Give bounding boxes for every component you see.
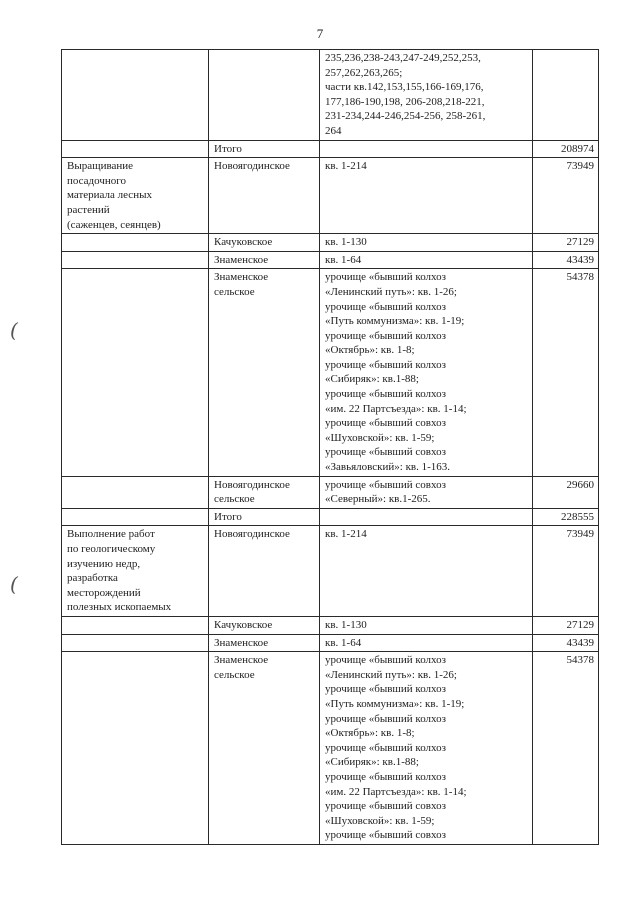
- locality-line: Знаменское: [214, 636, 269, 649]
- activity-line: Выращивание: [67, 160, 134, 173]
- locality-line: сельское: [214, 285, 255, 298]
- activity-line: (саженцев, сеянцев): [67, 218, 161, 231]
- quarters-line: «Северный»: кв.1-265.: [325, 493, 431, 506]
- forest-use-table: [61, 49, 599, 845]
- area-cell: 54378: [533, 652, 599, 845]
- locality-line: Новоягодинское: [214, 478, 290, 491]
- area-cell: [533, 50, 599, 141]
- area-cell: 228555: [533, 508, 599, 526]
- quarters-line: «Октябрь»: кв. 1-8;: [325, 344, 415, 357]
- quarters-line: «Завьяловский»: кв. 1-163.: [325, 461, 451, 474]
- quarters-line: урочище «бывший совхоз: [325, 478, 446, 491]
- activity-line: полезных ископаемых: [67, 601, 172, 614]
- activity-line: месторождений: [67, 586, 141, 599]
- quarters-line: урочище «бывший колхоз: [325, 358, 446, 371]
- locality-cell: [209, 634, 320, 652]
- quarters-line: кв. 1-130: [325, 618, 367, 631]
- quarters-line: «Ленинский путь»: кв. 1-26;: [325, 668, 457, 681]
- table-row: [62, 269, 599, 476]
- quarters-cell: [320, 158, 533, 234]
- locality-cell: [209, 269, 320, 476]
- activity-cell: [62, 234, 209, 252]
- area-cell: 43439: [533, 634, 599, 652]
- activity-cell: [62, 616, 209, 634]
- locality-cell: [209, 158, 320, 234]
- quarters-cell: [320, 476, 533, 508]
- locality-line: Знаменское: [214, 253, 269, 266]
- quarters-line: «Шуховской»: кв. 1-59;: [325, 431, 435, 444]
- locality-line: Итого: [214, 142, 242, 155]
- table-row: [62, 508, 599, 526]
- quarters-cell: [320, 140, 533, 158]
- locality-cell: [209, 652, 320, 845]
- locality-cell: [209, 526, 320, 617]
- quarters-line: урочище «бывший совхоз: [325, 829, 446, 842]
- locality-cell: [209, 234, 320, 252]
- locality-line: Знаменское: [214, 271, 269, 284]
- activity-cell: [62, 158, 209, 234]
- table-row: [62, 140, 599, 158]
- activity-line: Выполнение работ: [67, 528, 155, 541]
- quarters-line: «им. 22 Партсъезда»: кв. 1-14;: [325, 402, 467, 415]
- quarters-line: кв. 1-214: [325, 160, 367, 173]
- quarters-line: урочище «бывший колхоз: [325, 388, 446, 401]
- area-cell: 27129: [533, 234, 599, 252]
- activity-cell: [62, 140, 209, 158]
- quarters-line: урочище «бывший совхоз: [325, 800, 446, 813]
- quarters-line: «Шуховской»: кв. 1-59;: [325, 814, 435, 827]
- activity-cell: [62, 269, 209, 476]
- quarters-line: кв. 1-214: [325, 528, 367, 541]
- quarters-line: «им. 22 Партсъезда»: кв. 1-14;: [325, 785, 467, 798]
- quarters-line: части кв.142,153,155,166-169,176,: [325, 81, 484, 94]
- quarters-cell: [320, 269, 533, 476]
- activity-line: посадочного: [67, 174, 127, 187]
- area-cell: 73949: [533, 526, 599, 617]
- locality-cell: [209, 476, 320, 508]
- table-body: [62, 50, 599, 845]
- table-row: [62, 158, 599, 234]
- quarters-line: урочище «бывший совхоз: [325, 446, 446, 459]
- activity-cell: [62, 251, 209, 269]
- quarters-line: урочище «бывший колхоз: [325, 770, 446, 783]
- locality-line: сельское: [214, 493, 255, 506]
- area-cell: 43439: [533, 251, 599, 269]
- quarters-line: 264: [325, 124, 342, 137]
- quarters-line: кв. 1-130: [325, 236, 367, 249]
- locality-cell: [209, 50, 320, 141]
- activity-line: материала лесных: [67, 189, 152, 202]
- quarters-line: кв. 1-64: [325, 636, 362, 649]
- activity-line: изучению недр,: [67, 557, 141, 570]
- quarters-cell: [320, 234, 533, 252]
- quarters-line: урочище «бывший колхоз: [325, 271, 446, 284]
- quarters-cell: [320, 616, 533, 634]
- quarters-line: урочище «бывший совхоз: [325, 417, 446, 430]
- quarters-cell: [320, 652, 533, 845]
- table-row: [62, 652, 599, 845]
- locality-line: Новоягодинское: [214, 528, 290, 541]
- quarters-line: 177,186-190,198, 206-208,218-221,: [325, 95, 485, 108]
- margin-bracket-mark: (: [10, 572, 18, 596]
- table-row: [62, 526, 599, 617]
- activity-cell: [62, 634, 209, 652]
- activity-line: растений: [67, 203, 110, 216]
- area-cell: 27129: [533, 616, 599, 634]
- locality-line: Качуковское: [214, 618, 273, 631]
- locality-cell: [209, 251, 320, 269]
- activity-cell: [62, 508, 209, 526]
- locality-line: Итого: [214, 510, 242, 523]
- quarters-cell: [320, 526, 533, 617]
- table-row: [62, 616, 599, 634]
- quarters-line: «Путь коммунизма»: кв. 1-19;: [325, 697, 465, 710]
- activity-line: по геологическому: [67, 543, 156, 555]
- area-cell: 29660: [533, 476, 599, 508]
- quarters-line: урочище «бывший колхоз: [325, 300, 446, 313]
- quarters-line: урочище «бывший колхоз: [325, 741, 446, 754]
- page-number: 7: [316, 26, 324, 41]
- quarters-line: 231-234,244-246,254-256, 258-261,: [325, 110, 486, 123]
- activity-cell: [62, 526, 209, 617]
- area-cell: 73949: [533, 158, 599, 234]
- quarters-line: «Сибиряк»: кв.1-88;: [325, 756, 419, 769]
- table-row: [62, 476, 599, 508]
- locality-cell: [209, 140, 320, 158]
- quarters-line: урочище «бывший колхоз: [325, 683, 446, 696]
- quarters-line: урочище «бывший колхоз: [325, 712, 446, 725]
- activity-cell: [62, 652, 209, 845]
- locality-cell: [209, 616, 320, 634]
- activity-cell: [62, 476, 209, 508]
- quarters-cell: [320, 50, 533, 141]
- table-row: [62, 234, 599, 252]
- activity-line: разработка: [67, 572, 118, 585]
- quarters-cell: [320, 508, 533, 526]
- quarters-cell: [320, 634, 533, 652]
- locality-line: Качуковское: [214, 236, 273, 249]
- quarters-line: 257,262,263,265;: [325, 66, 403, 79]
- quarters-line: 235,236,238-243,247-249,252,253,: [325, 52, 481, 64]
- locality-line: Новоягодинское: [214, 160, 290, 173]
- locality-line: Знаменское: [214, 654, 269, 667]
- quarters-line: «Ленинский путь»: кв. 1-26;: [325, 285, 457, 298]
- activity-cell: [62, 50, 209, 141]
- quarters-line: урочище «бывший колхоз: [325, 329, 446, 342]
- quarters-cell: [320, 251, 533, 269]
- locality-line: сельское: [214, 668, 255, 681]
- quarters-line: кв. 1-64: [325, 253, 362, 266]
- quarters-line: «Путь коммунизма»: кв. 1-19;: [325, 315, 465, 328]
- quarters-line: «Сибиряк»: кв.1-88;: [325, 373, 419, 386]
- table-row: [62, 251, 599, 269]
- locality-cell: [209, 508, 320, 526]
- margin-bracket-mark: (: [10, 318, 18, 342]
- quarters-line: «Октябрь»: кв. 1-8;: [325, 727, 415, 740]
- table-row: [62, 634, 599, 652]
- area-cell: 208974: [533, 140, 599, 158]
- table-row: [62, 50, 599, 141]
- quarters-line: урочище «бывший колхоз: [325, 654, 446, 667]
- area-cell: 54378: [533, 269, 599, 476]
